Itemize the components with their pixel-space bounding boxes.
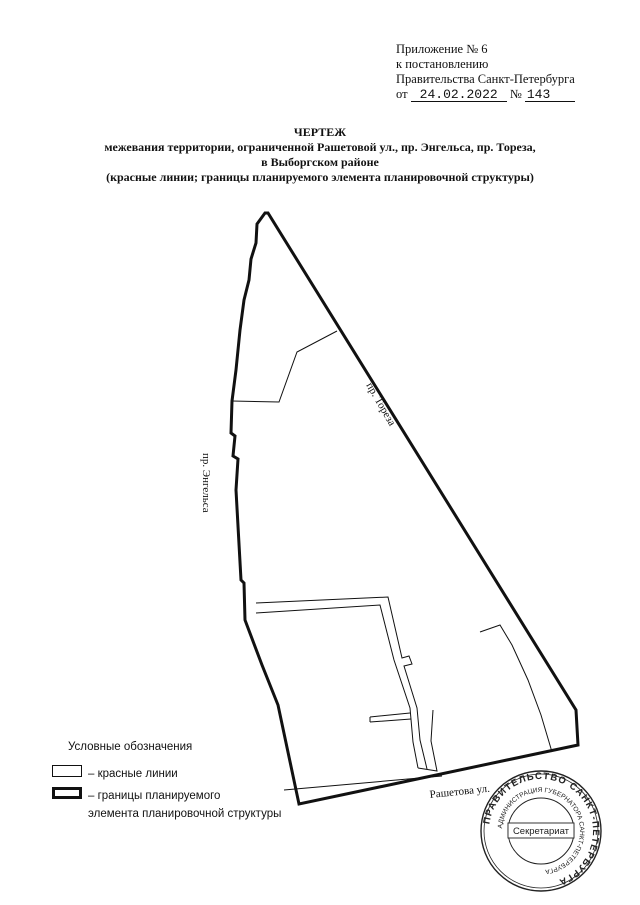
from-label: от [396, 87, 408, 101]
red-line-rashetova [284, 776, 442, 790]
red-line-north [232, 331, 337, 402]
number-label: № [509, 87, 522, 101]
appendix-line-2: к постановлению [396, 57, 489, 71]
legend-boundary-label-2: элемента планировочной структуры [88, 808, 282, 820]
planning-element-boundary [231, 213, 578, 804]
red-line-swatch [52, 765, 82, 777]
street-toreza: пр. Тореза [363, 380, 398, 429]
seal-outer-text: ПРАВИТЕЛЬСТВО САНКТ-ПЕТЕРБУРГА [481, 770, 602, 888]
red-line-courtyard-bottom [418, 710, 437, 771]
legend-boundary [52, 787, 220, 805]
red-line-courtyard-inner [256, 605, 418, 768]
seal-center-text: Секретариат [512, 826, 570, 837]
seal-inner-text: АДМИНИСТРАЦИЯ ГУБЕРНАТОРА САНКТ-ПЕТЕРБУРГА [497, 786, 586, 875]
red-line-spur [370, 713, 411, 722]
title-heading: ЧЕРТЕЖ [293, 125, 347, 139]
legend-red-lines-label: – красные линии [88, 768, 178, 780]
appendix-line-1: Приложение № 6 [396, 42, 488, 56]
street-rashetova: Рашетова ул. [429, 782, 491, 801]
title-line-1: межевания территории, ограниченной Рашетовой ул., пр. Энгельса, пр. Тореза, [104, 140, 536, 154]
decree-number: 143 [525, 88, 575, 102]
legend-title: Условные обозначения [68, 741, 193, 753]
government-seal [476, 770, 606, 892]
decree-date: 24.02.2022 [411, 88, 507, 102]
legend-boundary-label-1: – границы планируемого [88, 790, 221, 802]
boundary-swatch [52, 787, 82, 799]
street-engelsa: пр. Энгельса [200, 453, 212, 513]
legend-boundary-cont [88, 805, 281, 823]
appendix-line-3: Правительства Санкт-Петербурга [396, 72, 575, 86]
legend-red-lines [52, 765, 178, 783]
red-line-east [480, 625, 552, 752]
title-line-2: в Выборгском районе [261, 155, 379, 169]
title-line-3: (красные линии; границы планируемого элемента планировочной структуры) [106, 170, 534, 184]
